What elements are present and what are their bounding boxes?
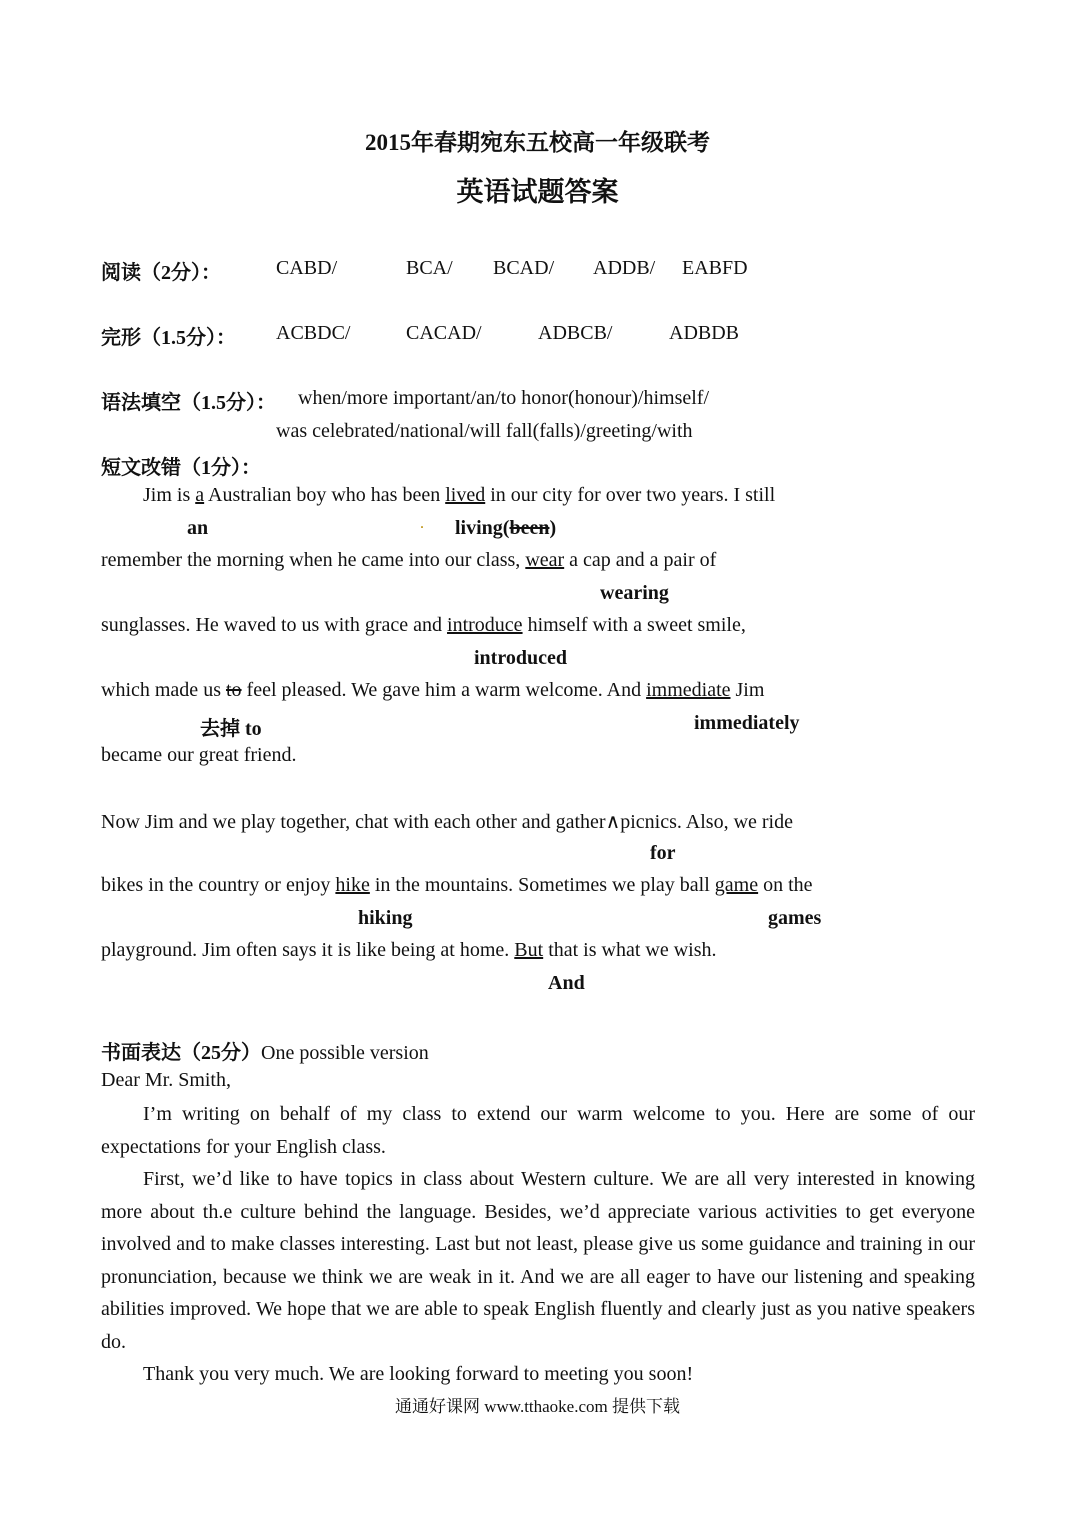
correction-fix: wearing: [600, 582, 669, 604]
reading-answer-3: BCAD/: [493, 257, 555, 279]
correction-line-8: playground. Jim often says it is like being at home. But that is what we wish.: [101, 939, 717, 961]
correction-fix: introduced: [474, 647, 567, 669]
footer-watermark: 通通好课网 www.tthaoke.com 提供下载: [394, 1397, 681, 1416]
correction-fix: hiking: [358, 907, 413, 929]
grammar-answers-line-1: when/more important/an/to honor(honour)/himself/: [298, 387, 710, 409]
correction-fix: games: [768, 907, 822, 929]
reading-answer-5: EABFD: [682, 257, 748, 279]
correction-fix: an: [187, 517, 209, 539]
page-title: 2015年春期宛东五校高一年级联考: [365, 130, 710, 155]
writing-note: One possible version: [261, 1042, 429, 1064]
correction-label: 短文改错（1分）：: [101, 457, 261, 479]
correction-line-2: remember the morning when he came into our class, wear a cap and a pair of: [101, 549, 717, 571]
error-word: hike: [335, 874, 370, 896]
correction-line-1: Jim is a Australian boy who has been lived in our city for over two years. I still: [143, 484, 776, 506]
correction-line-6: Now Jim and we play together, chat with each other and gather∧picnics. Also, we ride: [101, 811, 793, 833]
stray-mark: .: [420, 515, 424, 532]
error-word: But: [514, 939, 544, 961]
cloze-answer-4: ADBDB: [669, 322, 740, 344]
correction-fix: And: [548, 972, 585, 994]
essay-paragraph-3: Thank you very much. We are looking forward to meeting you soon!: [143, 1363, 694, 1385]
correction-line-7: bikes in the country or enjoy hike in the mountains. Sometimes we play ball game on the: [101, 874, 813, 896]
correction-line-4: which made us to feel pleased. We gave him a warm welcome. And immediate Jim: [101, 679, 765, 701]
reading-answer-2: BCA/: [406, 257, 453, 279]
correction-line-3: sunglasses. He waved to us with grace and introduce himself with a sweet smile,: [101, 614, 746, 636]
cloze-label: 完形（1.5分）：: [101, 327, 236, 349]
deleted-word: to: [225, 679, 242, 701]
correction-fix: immediately: [694, 712, 800, 734]
error-word: immediate: [646, 679, 731, 701]
essay-paragraph-1: I’m writing on behalf of my class to extend our warm welcome to you. Here are some of our expectations for your English class.: [101, 1103, 975, 1158]
cloze-answer-1: ACBDC/: [276, 322, 351, 344]
error-word: wear: [525, 549, 565, 571]
error-word: lived: [445, 484, 486, 506]
correction-line-5: became our great friend.: [101, 744, 297, 766]
cloze-answer-2: CACAD/: [406, 322, 482, 344]
error-word: game: [714, 874, 759, 896]
writing-label: 书面表达（25分）: [101, 1042, 261, 1064]
correction-fix: 去掉 to: [200, 718, 262, 740]
page-subtitle: 英语试题答案: [456, 177, 619, 207]
error-word: a: [195, 484, 205, 506]
error-word: introduce: [447, 614, 523, 636]
insert-caret: ∧: [605, 811, 621, 833]
reading-answer-4: ADDB/: [593, 257, 656, 279]
reading-answer-1: CABD/: [276, 257, 338, 279]
writing-header: [101, 1036, 429, 1065]
reading-label: 阅读（2分）：: [101, 262, 221, 284]
cloze-answer-3: ADBCB/: [538, 322, 613, 344]
essay-paragraph-2: First, we’d like to have topics in class about Western culture. We are all very interested in knowing more about th.e culture behind the language. Besides, we’d appreciate various activities to get everyone involved and to make classes interesting. Last but not least, please give us some guidance and training in our pronunciation, because we think we are weak in it. And we are all eager to have our listening and speaking abilities improved. We hope that we are able to speak English fluently and clearly just as you native speakers do.: [101, 1168, 975, 1353]
correction-fix: for: [650, 842, 676, 864]
correction-fix: living(been): [455, 517, 557, 539]
salutation: Dear Mr. Smith,: [101, 1069, 231, 1091]
grammar-label: 语法填空（1.5分）：: [101, 392, 276, 414]
grammar-answers-line-2: was celebrated/national/will fall(falls)/greeting/with: [276, 420, 693, 442]
